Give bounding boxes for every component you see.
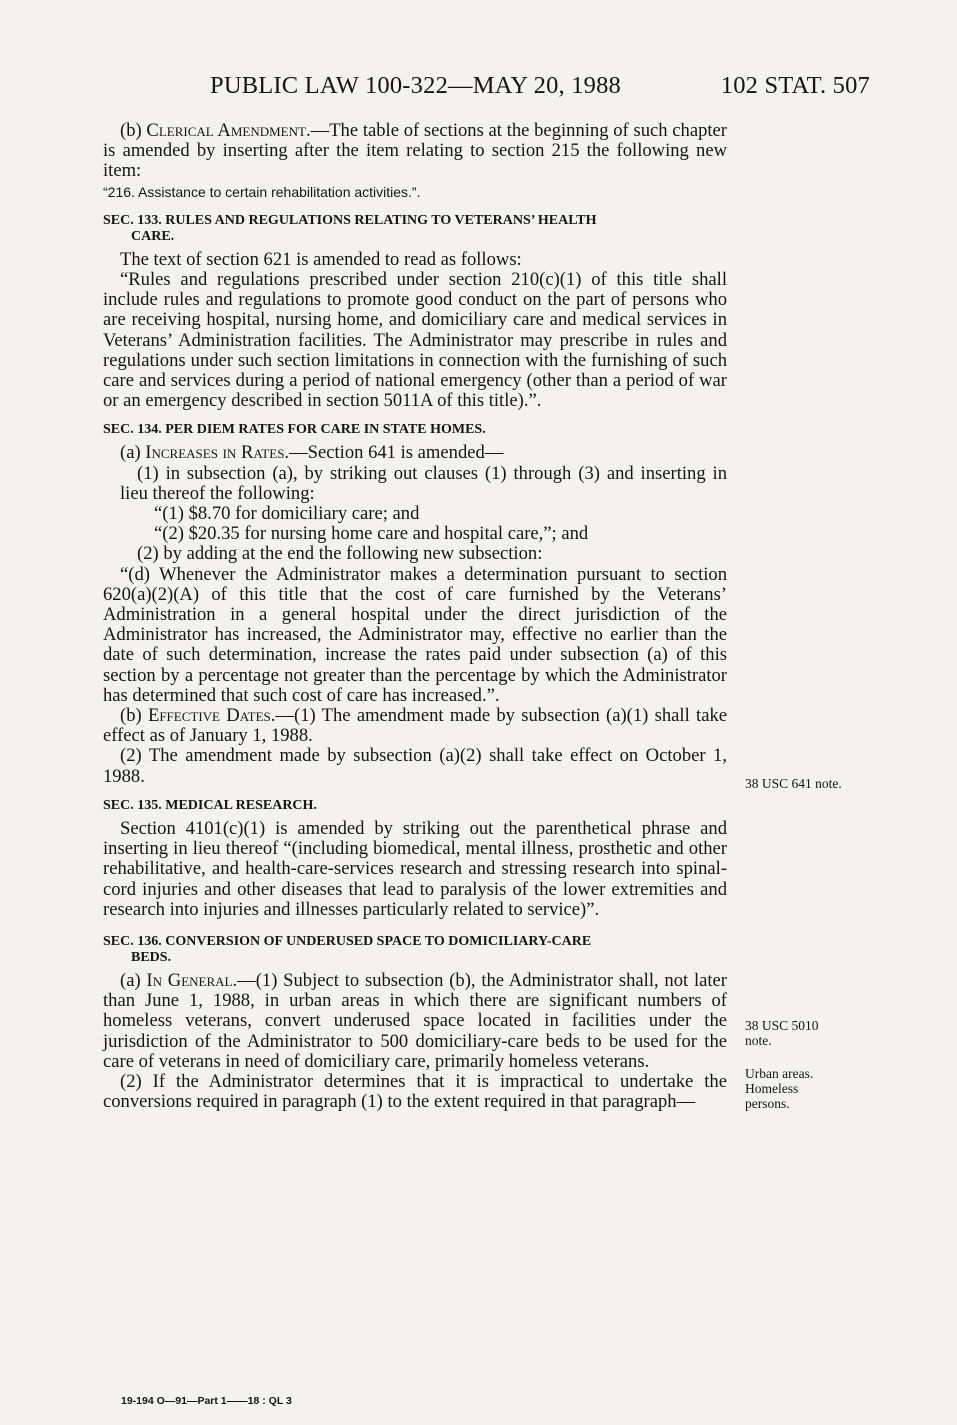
sec-134-heading: SEC. 134. PER DIEM RATES FOR CARE IN STATE HOMES. (103, 422, 486, 438)
clerical-amendment-heading: Clerical Amendment. (146, 120, 311, 141)
sec-133-text: “Rules and regulations prescribed under section 210(c)(1) of this title shall include rules and regulations to promote good conduct on the part of persons who are receiving hospital, nursing home, and domiciliary care and medical services in Veterans’ Administration facilities. The Administrator may prescribe in rules and regulations under such section limitations in connection with the furnishing of such care and services during a period of national emergency (other than a period of war or an emergency described in section 5011A of this title).”. (103, 269, 727, 412)
sec-134-quote-2: “(2) $20.35 for nursing home care and hospital care,”; and (154, 523, 589, 545)
statute-page-number: 102 STAT. 507 (720, 72, 870, 99)
sec-135-heading: SEC. 135. MEDICAL RESEARCH. (103, 797, 317, 813)
sec-136-a: (a) In General.—(1) Subject to subsection (b), the Administrator shall, not later than June 1, 1988, in urban areas in which there are significant numbers of homeless veterans, convert underused space located in facilities under the jurisdiction of the Administrator to 500 domiciliary-care beds to be used for the care of veterans in need of domiciliary care, primarily homeless veterans. (103, 969, 727, 1072)
running-head-title: PUBLIC LAW 100-322—MAY 20, 1988 (210, 72, 622, 99)
margin-note-urban-homeless: Urban areas. Homeless persons. (745, 1066, 814, 1111)
clerical-amendment-paragraph: (b) Clerical Amendment.—The table of sections at the beginning of such chapter is amended by inserting after the item relating to section 215 the following new item: (103, 120, 727, 182)
margin-note-641: 38 USC 641 note. (745, 776, 842, 791)
sec-134-a1: (1) in subsection (a), by striking out clauses (1) through (3) and inserting in lieu thereof the following: (120, 462, 727, 504)
sec-133-heading: SEC. 133. RULES AND REGULATIONS RELATING TO VETERANS’ HEALTH CARE. (103, 212, 597, 244)
sec-133-intro: The text of section 621 is amended to read as follows: (120, 248, 522, 270)
sec-136-heading: SEC. 136. CONVERSION OF UNDERUSED SPACE TO DOMICILIARY-CARE BEDS. (103, 933, 592, 965)
sec-134-quote-1: “(1) $8.70 for domiciliary care; and (154, 503, 420, 525)
sec-134-a: (a) Increases in Rates.—Section 641 is amended— (120, 442, 504, 464)
margin-note-5010: 38 USC 5010 note. (745, 1018, 819, 1048)
sec-136-a2: (2) If the Administrator determines that it is impractical to undertake the conversions required in paragraph (1) to the extent required in that paragraph— (103, 1070, 727, 1113)
statute-body (103, 121, 727, 1112)
sec-134-a-heading: Increases in Rates. (145, 442, 290, 464)
sec-134-b: (b) Effective Dates.—(1) The amendment made by subsection (a)(1) shall take effect as of January 1, 1988. (103, 705, 727, 747)
sec-134-b-heading: Effective Dates. (147, 705, 276, 727)
sec-135-text: Section 4101(c)(1) is amended by striking out the parenthetical phrase and inserting in lieu thereof “(including biomedical, mental illness, prosthetic and other rehabilitative, and health-care-services research and stressing research into spinal-cord injuries and other diseases that lead to paralysis of the lower extremities and research into injuries and illnesses particularly related to service)”. (103, 817, 727, 920)
sec-136-a-heading: In General. (146, 969, 238, 991)
sec-134-subsection-d: “(d) Whenever the Administrator makes a determination pursuant to section 620(a)(2)(A) of this title that the cost of care furnished by the Veterans’ Administration in a general hospital under the direct jurisdiction of the Administrator has increased, the Administrator may, effective no earlier than the date of such determination, increase the rates paid under subsection (a) of this section by a percentage not greater than the percentage by which the Administrator has determined that such cost of care has increased.”. (103, 563, 727, 706)
sec-134-a2: (2) by adding at the end the following new subsection: (137, 543, 543, 565)
new-table-item: “216. Assistance to certain rehabilitation activities.”. (103, 183, 421, 200)
sec-134-b2: (2) The amendment made by subsection (a)(2) shall take effect on October 1, 1988. (103, 745, 727, 787)
print-footer: 19-194 O—91—Part 1——18 : QL 3 (121, 1395, 292, 1407)
